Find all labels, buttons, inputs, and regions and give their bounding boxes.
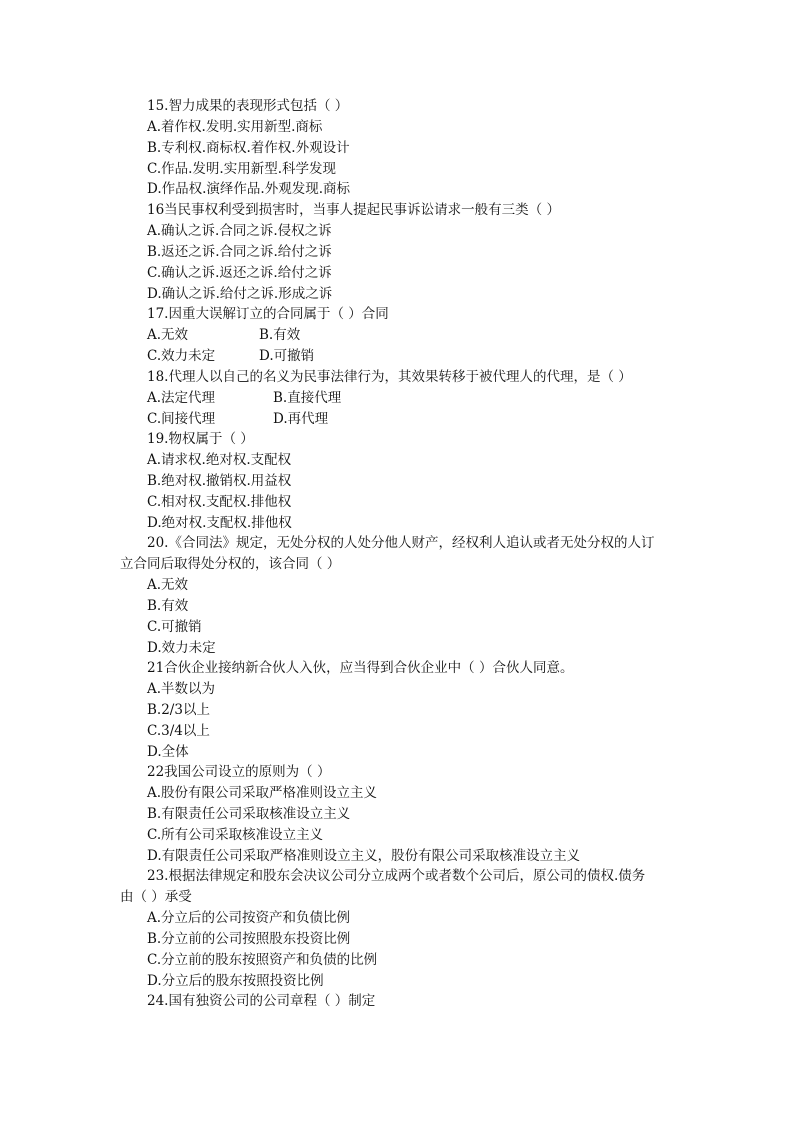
question-16-option-d: D.确认之诉.给付之诉.形成之诉 (147, 286, 333, 302)
question-16-option-b: B.返还之诉.合同之诉.给付之诉 (147, 244, 332, 260)
question-21-option-c: C.3/4以上 (147, 723, 210, 739)
question-16-option-c: C.确认之诉.返还之诉.给付之诉 (147, 265, 332, 281)
question-23-stem-line-2: 由（ ）承受 (120, 889, 192, 905)
question-21-option-d: D.全体 (147, 744, 189, 760)
question-23-option-d: D.分立后的股东按照投资比例 (147, 973, 324, 989)
question-23-stem-line-1: 23.根据法律规定和股东会决议公司分立成两个或者数个公司后，原公司的债权.债务 (147, 868, 646, 884)
question-21-stem: 21合伙企业接纳新合伙人入伙，应当得到合伙企业中（ ）合伙人同意。 (147, 660, 574, 676)
question-20-option-c: C.可撤销 (147, 619, 202, 635)
question-22-option-b: B.有限责任公司采取核准设立主义 (147, 806, 351, 822)
question-20-option-b: B.有效 (147, 598, 189, 614)
question-22-option-a: A.股份有限公司采取严格准则设立主义 (147, 785, 378, 801)
question-21-option-a: A.半数以为 (147, 681, 216, 697)
question-20-option-a: A.无效 (147, 577, 189, 593)
question-17-option-c: C.效力未定 (147, 348, 216, 364)
question-17-option-b: B.有效 (259, 327, 301, 343)
question-18-option-d: D.再代理 (273, 411, 329, 427)
question-17-option-d: D.可撤销 (259, 348, 315, 364)
question-23-option-a: A.分立后的公司按资产和负债比例 (147, 910, 351, 926)
question-17-option-a: A.无效 (147, 327, 189, 343)
question-15-option-a: A.着作权.发明.实用新型.商标 (147, 119, 323, 135)
question-20-stem-line-1: 20.《合同法》规定，无处分权的人处分他人财产，经权利人追认或者无处分权的人订 (147, 535, 655, 551)
question-17-stem: 17.因重大误解订立的合同属于（ ）合同 (147, 306, 389, 322)
question-15-option-d: D.作品权.演绎作品.外观发现.商标 (147, 181, 351, 197)
question-19-option-b: B.绝对权.撤销权.用益权 (147, 473, 292, 489)
question-23-option-b: B.分立前的公司按照股东投资比例 (147, 931, 351, 947)
question-18-option-a: A.法定代理 (147, 390, 216, 406)
question-19-option-d: D.绝对权.支配权.排他权 (147, 515, 292, 531)
question-21-option-b: B.2/3以上 (147, 702, 210, 718)
question-18-options-row-2 (147, 409, 367, 430)
question-18-option-b: B.直接代理 (273, 390, 342, 406)
question-20-stem-line-2: 立合同后取得处分权的，该合同（ ） (120, 556, 341, 572)
question-18-options-row-1 (147, 388, 367, 409)
question-23-option-c: C.分立前的股东按照资产和负债的比例 (147, 952, 378, 968)
question-15-option-b: B.专利权.商标权.着作权.外观设计 (147, 140, 350, 156)
question-22-option-d: D.有限责任公司采取严格准则设立主义，股份有限公司采取核准设立主义 (147, 848, 581, 864)
question-17-options-row-1 (147, 325, 347, 346)
question-17-options-row-2 (147, 346, 347, 367)
question-22-option-c: C.所有公司采取核准设立主义 (147, 827, 324, 843)
question-15-stem: 15.智力成果的表现形式包括（ ） (147, 98, 349, 114)
question-24-stem: 24.国有独资公司的公司章程（ ）制定 (147, 993, 376, 1009)
question-16-stem: 16当民事权利受到损害时，当事人提起民事诉讼请求一般有三类（ ） (147, 202, 560, 218)
question-18-option-c: C.间接代理 (147, 411, 216, 427)
question-19-stem: 19.物权属于（ ） (147, 431, 254, 447)
question-19-option-c: C.相对权.支配权.排他权 (147, 494, 292, 510)
question-16-option-a: A.确认之诉.合同之诉.侵权之诉 (147, 223, 332, 239)
question-22-stem: 22我国公司设立的原则为（ ） (147, 764, 331, 780)
question-20-option-d: D.效力未定 (147, 640, 216, 656)
question-15-option-c: C.作品.发明.实用新型.科学发现 (147, 161, 337, 177)
question-19-option-a: A.请求权.绝对权.支配权 (147, 452, 292, 468)
question-18-stem: 18.代理人以自己的名义为民事法律行为，其效果转移于被代理人的代理，是（ ） (147, 369, 632, 385)
